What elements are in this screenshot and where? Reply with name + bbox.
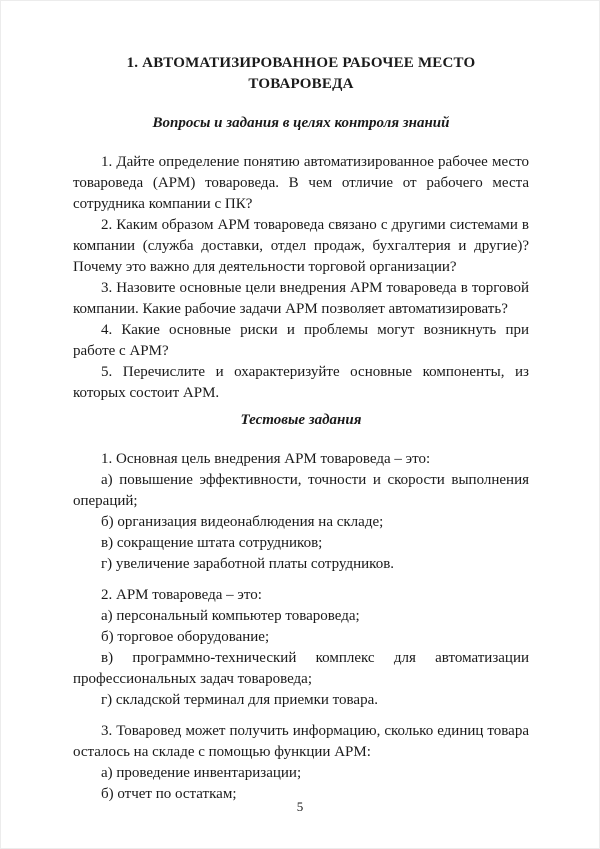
test-2-option-b: б) торговое оборудование; xyxy=(101,629,270,645)
question-item-2: 2. Каким образом АРМ товароведа связано с другими системами в компании (служба доставки, отдел продаж, бухгалтерия и другие)? Почему это важно для деятельности торговой организации? xyxy=(73,217,529,275)
test-1-question: 1. Основная цель внедрения АРМ товароведа – это: xyxy=(101,451,431,467)
test-block-1 xyxy=(73,449,529,575)
tests-section-heading: Тестовые задания xyxy=(240,412,362,428)
test-block-3 xyxy=(73,721,529,805)
test-3-question: 3. Товаровед может получить информацию, сколько единиц товара осталось на складе с помощью функции АРМ: xyxy=(73,723,529,760)
question-item-3: 3. Назовите основные цели внедрения АРМ товароведа в торговой компании. Какие рабочие задачи АРМ позволяет автоматизировать? xyxy=(73,280,529,317)
questions-list xyxy=(73,152,529,404)
test-3-option-a: а) проведение инвентаризации; xyxy=(101,765,302,781)
question-item-5: 5. Перечислите и охарактеризуйте основные компоненты, из которых состоит АРМ. xyxy=(73,364,529,401)
page-number: 5 xyxy=(296,799,304,814)
test-2-question: 2. АРМ товароведа – это: xyxy=(101,587,262,603)
test-2-option-g: г) складской терминал для приемки товара. xyxy=(101,692,378,708)
test-1-option-v: в) сокращение штата сотрудников; xyxy=(101,535,323,551)
question-item-1: 1. Дайте определение понятию автоматизированное рабочее место товароведа (АРМ) товароведа. В чем отличие от рабочего места сотрудника компании с ПК? xyxy=(73,154,529,212)
test-block-2 xyxy=(73,585,529,711)
test-1-option-a: а) повышение эффективности, точности и скорости выполнения операций; xyxy=(73,472,529,509)
test-1-option-b: б) организация видеонаблюдения на складе; xyxy=(101,514,384,530)
test-3-option-b: б) отчет по остаткам; xyxy=(101,786,237,802)
test-2-option-a: а) персональный компьютер товароведа; xyxy=(101,608,360,624)
questions-section-heading: Вопросы и задания в целях контроля знаний xyxy=(152,115,450,131)
chapter-title: 1. АВТОМАТИЗИРОВАННОЕ РАБОЧЕЕ МЕСТО ТОВАРОВЕДА xyxy=(126,55,476,92)
test-2-option-v: в) программно-технический комплекс для автоматизации профессиональных задач товароведа; xyxy=(73,650,529,687)
test-1-option-g: г) увеличение заработной платы сотрудников. xyxy=(101,556,395,572)
question-item-4: 4. Какие основные риски и проблемы могут возникнуть при работе с АРМ? xyxy=(73,322,529,359)
